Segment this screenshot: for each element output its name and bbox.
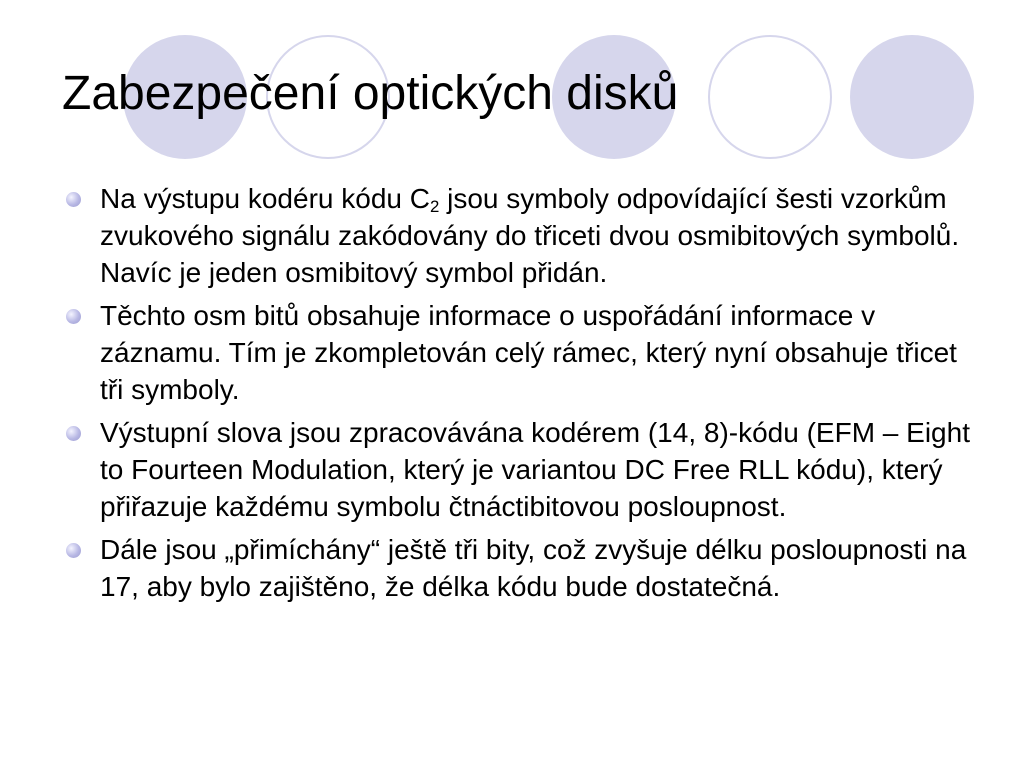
bullet-text: Dále jsou „přimíchány“ ještě tři bity, což zvyšuje délku posloupnosti na 17, aby bylo zajištěno, že délka kódu bude dostatečná. [100,534,967,602]
bullet-icon [66,309,81,324]
slide-title: Zabezpečení optických disků [62,67,679,120]
bullet-text-rest: jsou symboly odpovídající šesti vzorkům zvukového signálu zakódovány do třiceti dvou osmibitových symbolů. Navíc je jeden osmibitový symbol přidán. [100,183,960,288]
bullet-icon [66,426,81,441]
bullet-icon [66,543,81,558]
bullet-item [62,297,982,408]
bullet-item [62,180,982,291]
decorative-circle-5 [850,35,974,159]
bullet-text: Výstupní slova jsou zpracovávána kodérem (14, 8)-kódu (EFM – Eight to Fourteen Modulation, který je variantou DC Free RLL kódu), který přiřazuje každému symbolu čtnáctibitovou posloupnost. [100,417,970,522]
bullet-item [62,531,982,605]
bullet-text-subscript: 2 [429,197,440,217]
bullet-icon [66,192,81,207]
bullet-text: Těchto osm bitů obsahuje informace o uspořádání informace v záznamu. Tím je zkompletován celý rámec, který nyní obsahuje třicet tři symboly. [100,300,957,405]
bullet-text-lead: Na výstupu kodéru kódu C [100,183,430,214]
bullet-list [62,180,982,611]
bullet-item [62,414,982,525]
decorative-circle-4 [708,35,832,159]
